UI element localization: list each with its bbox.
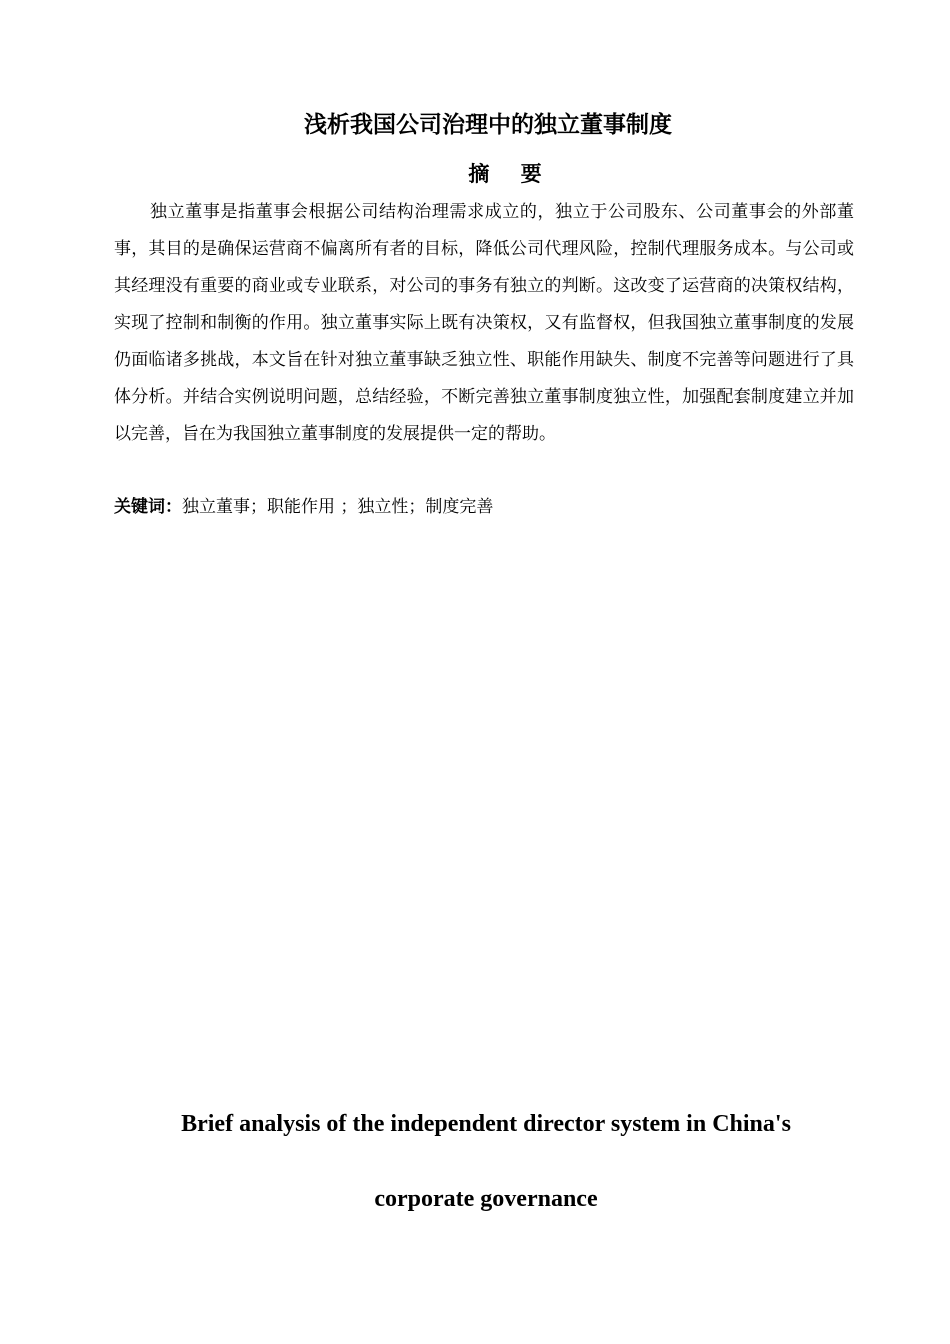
abstract-body: 独立董事是指董事会根据公司结构治理需求成立的，独立于公司股东、公司董事会的外部董事，其目的是确保运营商不偏离所有者的目标，降低公司代理风险，控制代理服务成本。与公司或其经理没有重要的商业或专业联系，对公司的事务有独立的判断。这改变了运营商的决策权结构，实现了控制和制衡的作用。独立董事实际上既有决策权，又有监督权，但我国独立董事制度的发展仍面临诸多挑战，本文旨在针对独立董事缺乏独立性、职能作用缺失、制度不完善等问题进行了具体分析。并结合实例说明问题，总结经验，不断完善独立董事制度独立性，加强配套制度建立并加以完善，旨在为我国独立董事制度的发展提供一定的帮助。 xyxy=(114,202,854,444)
english-title-line-2: corporate governance xyxy=(374,1186,598,1212)
keywords-line xyxy=(114,490,854,524)
english-title-line-1: Brief analysis of the independent director system in China's xyxy=(181,1111,791,1137)
keywords-label: 关键词： xyxy=(114,497,182,517)
chinese-title: 浅析我国公司治理中的独立董事制度 xyxy=(304,112,672,138)
keywords-value: 独立董事；职能作用 ；独立性；制度完善 xyxy=(182,497,494,517)
abstract-heading: 摘 要 xyxy=(468,162,554,186)
